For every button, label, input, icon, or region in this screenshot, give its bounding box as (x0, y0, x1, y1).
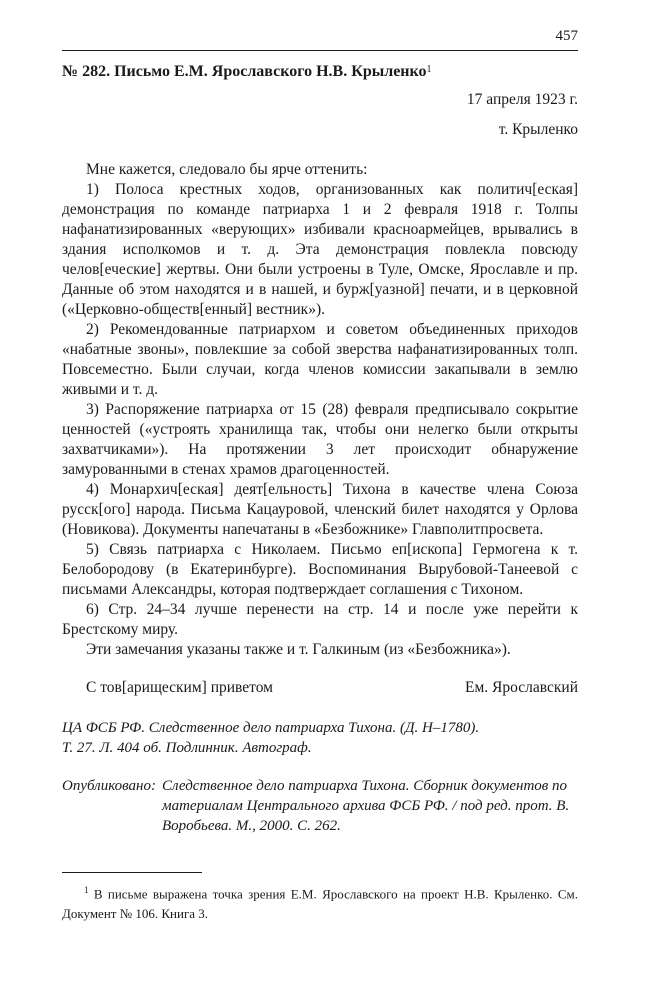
document-body (62, 60, 578, 836)
letter-date: 17 апреля 1923 г. (466, 91, 578, 108)
signature-name: Ем. Ярославский (465, 679, 578, 696)
closing-greeting: С тов[арищеским] приветом (86, 679, 273, 696)
publication-note (62, 776, 578, 836)
letter-addressee: т. Крыленко (498, 121, 578, 138)
footnote-text: В письме выражена точка зрения Е.М. Ярославского на проект Н.В. Крыленко. См. Документ № 106. Книга 3. (62, 886, 579, 922)
footnote-rule (62, 872, 202, 873)
archival-source-line: ЦА ФСБ РФ. Следственное дело патриарха Тихона. (Д. Н–1780). (62, 720, 480, 736)
letter-text (62, 160, 578, 660)
document-title (62, 60, 578, 84)
paragraph: 3) Распоряжение патриарха от 15 (28) февраля предписывало сокрытие ценностей («устроять хранилища так, чтобы они нелегко были открыты захватчиками»). На протяжении 3 лет происходит обнаружение замурованными в стенах храмов драгоценностей. (62, 401, 578, 478)
title-footnote-mark: 1 (426, 64, 432, 75)
publication-text: Следственное дело патриарха Тихона. Сборник документов по материалам Центрального архива ФСБ РФ. / под ред. прот. В. Воробьева. М., 2000. С. 262. (162, 778, 570, 834)
publication-label: Опубликовано: (62, 778, 156, 794)
archival-source (62, 718, 578, 758)
page-number: 457 (555, 28, 578, 44)
paragraph: 4) Монархич[еская] деят[ельность] Тихона в качестве члена Союза русск[ого] народа. Письма Кацауровой, членский билет находятся у Орлова (Новикова). Документы напечатаны в «Безбожнике» Главполитпросвета. (62, 481, 578, 538)
footnote-mark: 1 (84, 885, 89, 895)
paragraph: 5) Связь патриарха с Николаем. Письмо еп[ископа] Гермогена к т. Белобородову (в Екатеринбурге). Воспоминания Вырубовой-Танеевой с письмами Александры, которая подтверждает соглашения с Тихоном. (62, 541, 578, 598)
header-rule (62, 50, 578, 51)
paragraph: 1) Полоса крестных ходов, организованных как политич[еская] демонстрация по команде патриарха 1 и 2 февраля 1918 г. Толпы нафанатизированных «верующих» избивали красноармейцев, врывались в здания исполкомов и т. д. Эта демонстрация повлекла повсюду челов[еческие] жертвы. Они были устроены в Туле, Омске, Ярославле и пр. Данные об этом находятся и в нашей, и бурж[уазной] печати, и в церковной («Церковно-обществ[енный] вестник»). (62, 181, 578, 318)
footnote-paragraph (62, 880, 578, 924)
signature-row (62, 678, 578, 698)
document-title-text: № 282. Письмо Е.М. Ярославского Н.В. Крыленко (62, 63, 427, 80)
paragraph: Мне кажется, следовало бы ярче оттенить: (86, 161, 368, 178)
paragraph: 2) Рекомендованные патриархом и советом объединенных приходов «набатные звоны», повлекшие за собой зверства нафанатизированных толп. Повсеместно. Были случаи, когда членов комиссии закапывали в землю живыми и т. д. (62, 321, 578, 398)
footnote (62, 880, 578, 924)
paragraph: Эти замечания указаны также и т. Галкиным (из «Безбожника»). (86, 641, 511, 658)
archival-source-line: Т. 27. Л. 404 об. Подлинник. Автограф. (62, 740, 312, 756)
paragraph: 6) Стр. 24–34 лучше перенести на стр. 14 и после уже перейти к Брестскому миру. (62, 601, 578, 638)
